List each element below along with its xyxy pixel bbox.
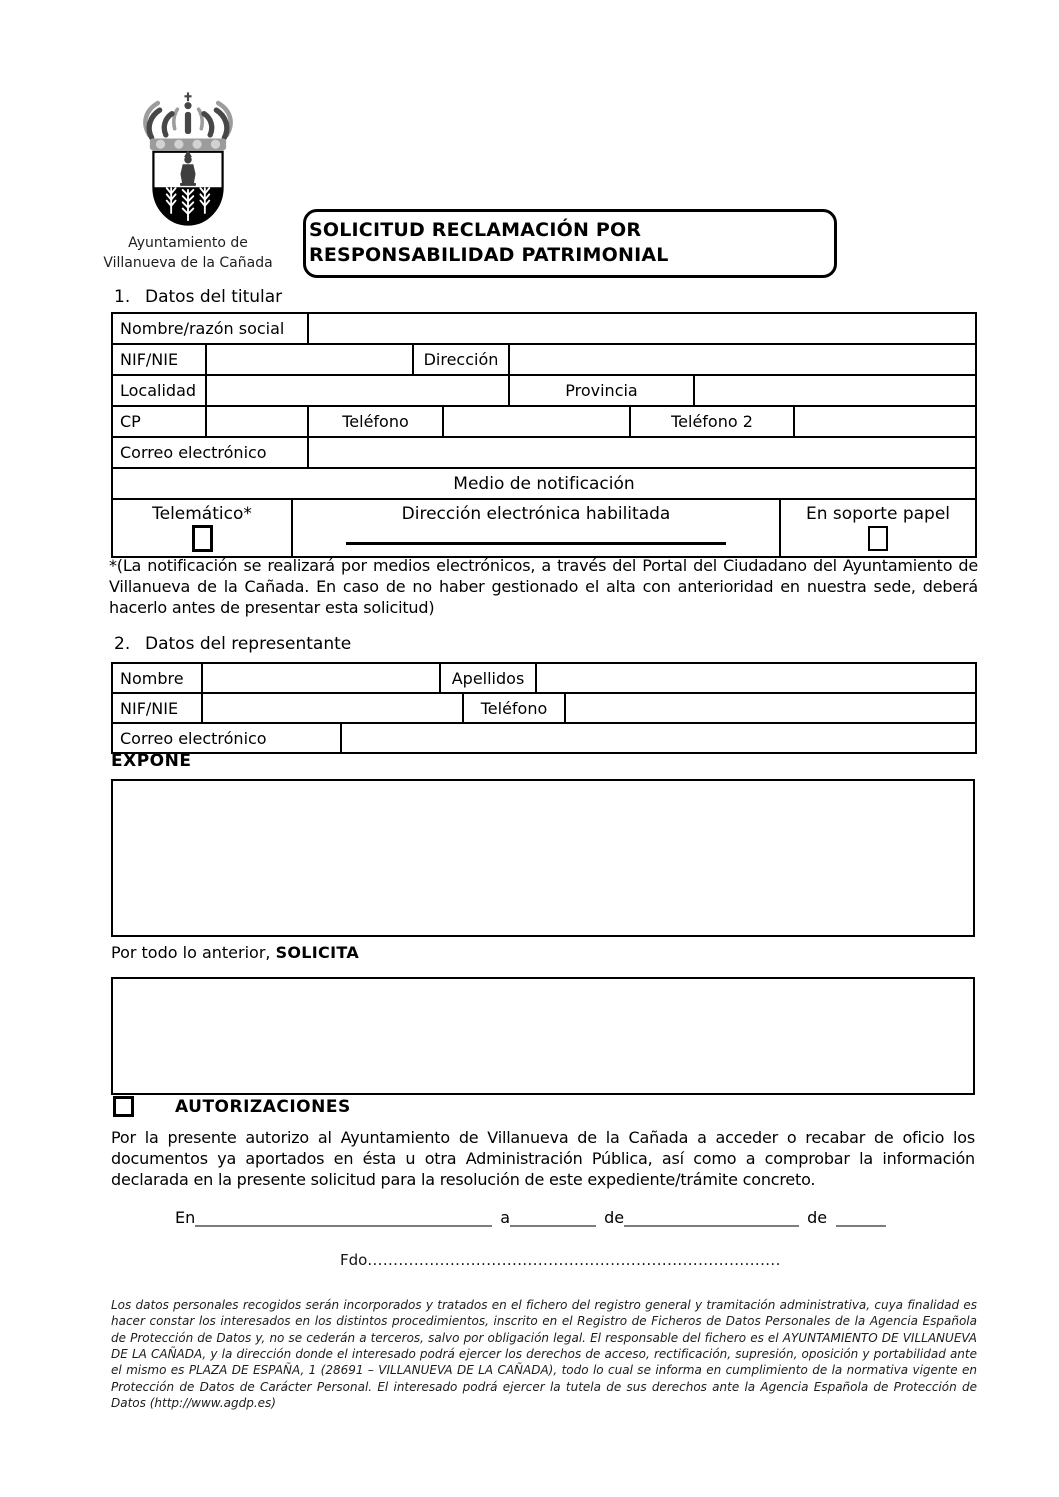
- direccion-electronica-input-line[interactable]: [346, 542, 726, 545]
- telematico-note: *(La notificación se realizará por medios electrónicos, a través del Portal del Ciudadano del Ayuntamiento de Villanueva de la Cañada. En caso de no haber gestionado el alta con anterioridad en nuestra sede, deberá hacerlo antes de presentar esta solicitud): [109, 556, 978, 617]
- label-rep-nombre: Nombre: [112, 663, 202, 693]
- solicita-lead-text: Por todo lo anterior,: [111, 943, 271, 962]
- signature-line: [340, 1251, 781, 1269]
- label-direccion: Dirección: [413, 344, 509, 375]
- label-cp: CP: [112, 406, 206, 437]
- label-correo-electronico: Correo electrónico: [112, 437, 308, 468]
- org-name-line2: Villanueva de la Cañada: [103, 255, 273, 272]
- place-input-line[interactable]: [195, 1225, 492, 1227]
- label-rep-nif: NIF/NIE: [112, 693, 202, 723]
- solicita-textarea[interactable]: [111, 977, 975, 1095]
- rep-nombre-input[interactable]: [202, 663, 440, 693]
- label-localidad: Localidad: [112, 375, 206, 406]
- municipal-logo: [95, 88, 281, 274]
- label-telefono: Teléfono: [308, 406, 443, 437]
- section1-heading: [112, 287, 282, 307]
- label-direccion-electronica: Dirección electrónica habilitada: [401, 504, 671, 524]
- label-soporte-papel: En soporte papel: [805, 504, 951, 524]
- day-input-line[interactable]: [510, 1225, 596, 1227]
- titular-provincia-input[interactable]: [694, 375, 976, 406]
- titular-localidad-input[interactable]: [206, 375, 509, 406]
- data-protection-notice: Los datos personales recogidos serán incorporados y tratados en el fichero del registro general y tramitación administrativa, cuya finalidad es hacer constar los interesados en los distintos procedimientos, inscrito en el Registro de Ficheros de Datos Personales de la Agencia Española de Protección de Datos y, no se cederán a terceros, salvo por obligación legal. El responsable del fichero es el AYUNTAMIENTO DE VILLANUEVA DE LA CAÑADA, y la dirección donde el interesado podrá ejercer los derechos de acceso, rectificación, supresión, oposición y portabilidad ante el mismo es PLAZA DE ESPAÑA, 1 (28691 – VILLANUEVA DE LA CAÑADA), todo lo cual se informa en cumplimiento de la normativa vigente en Protección de Datos de Carácter Personal. El interesado podrá ejercer la tutela de sus derechos ante la Agencia Española de Protección de Datos (http://www.agdp.es): [111, 1298, 977, 1410]
- rep-apellidos-input[interactable]: [536, 663, 976, 693]
- section1-number: 1.: [114, 287, 131, 307]
- signature-dots: ................................................................................: [367, 1251, 781, 1269]
- label-a: a: [500, 1208, 511, 1227]
- expone-textarea[interactable]: [111, 779, 975, 937]
- solicita-lead: [111, 943, 359, 962]
- titular-nif-input[interactable]: [206, 344, 413, 375]
- titular-table: [111, 312, 977, 558]
- org-name-line1: Ayuntamiento de: [128, 235, 248, 251]
- section1-title: Datos del titular: [145, 287, 283, 307]
- label-rep-correo: Correo electrónico: [112, 723, 341, 753]
- label-nombre-razon-social: Nombre/razón social: [112, 313, 308, 344]
- form-title: SOLICITUD RECLAMACIÓN POR RESPONSABILIDAD PATRIMONIAL: [303, 209, 837, 278]
- autorizaciones-checkbox[interactable]: [113, 1096, 134, 1117]
- medio-notificacion-header: Medio de notificación: [112, 468, 976, 499]
- soporte-papel-checkbox[interactable]: [868, 526, 888, 551]
- label-de2: de: [807, 1208, 828, 1227]
- section2-number: 2.: [114, 634, 131, 654]
- rep-telefono-input[interactable]: [565, 693, 976, 723]
- label-telefono2: Teléfono 2: [630, 406, 794, 437]
- section2-heading: [112, 634, 351, 654]
- rep-nif-input[interactable]: [202, 693, 463, 723]
- label-provincia: Provincia: [509, 375, 694, 406]
- titular-telefono2-input[interactable]: [794, 406, 976, 437]
- soporte-papel-cell: [780, 499, 976, 557]
- titular-cp-input[interactable]: [206, 406, 308, 437]
- titular-nombre-input[interactable]: [308, 313, 976, 344]
- representante-table: [111, 662, 977, 754]
- label-en: En: [175, 1208, 196, 1227]
- titular-direccion-input[interactable]: [509, 344, 976, 375]
- titular-telefono-input[interactable]: [443, 406, 630, 437]
- expone-heading: EXPONE: [111, 751, 192, 771]
- label-nif-nie: NIF/NIE: [112, 344, 206, 375]
- label-de1: de: [604, 1208, 625, 1227]
- rep-correo-input[interactable]: [341, 723, 976, 753]
- label-fdo: Fdo: [340, 1251, 368, 1269]
- autorizaciones-heading: AUTORIZACIONES: [175, 1096, 351, 1117]
- label-rep-telefono: Teléfono: [463, 693, 565, 723]
- year-input-line[interactable]: [836, 1225, 886, 1227]
- autorizaciones-row: [113, 1096, 351, 1117]
- autorizaciones-paragraph: Por la presente autorizo al Ayuntamiento de Villanueva de la Cañada a acceder o recabar de oficio los documentos ya aportados en ésta u otra Administración Pública, así como a comprobar la información declarada en la presente solicitud para la resolución de este expediente/trámite concreto.: [111, 1128, 975, 1190]
- telematico-cell: [112, 499, 292, 557]
- date-place-line: [175, 1208, 886, 1227]
- solicita-heading: SOLICITA: [275, 943, 360, 962]
- coat-of-arms-icon: [141, 88, 235, 228]
- direccion-electronica-cell: [292, 499, 780, 557]
- month-input-line[interactable]: [624, 1225, 799, 1227]
- section2-title: Datos del representante: [145, 634, 352, 654]
- label-telematico: Telemático*: [152, 504, 252, 524]
- titular-correo-input[interactable]: [308, 437, 976, 468]
- label-rep-apellidos: Apellidos: [440, 663, 536, 693]
- telematico-checkbox[interactable]: [192, 525, 213, 552]
